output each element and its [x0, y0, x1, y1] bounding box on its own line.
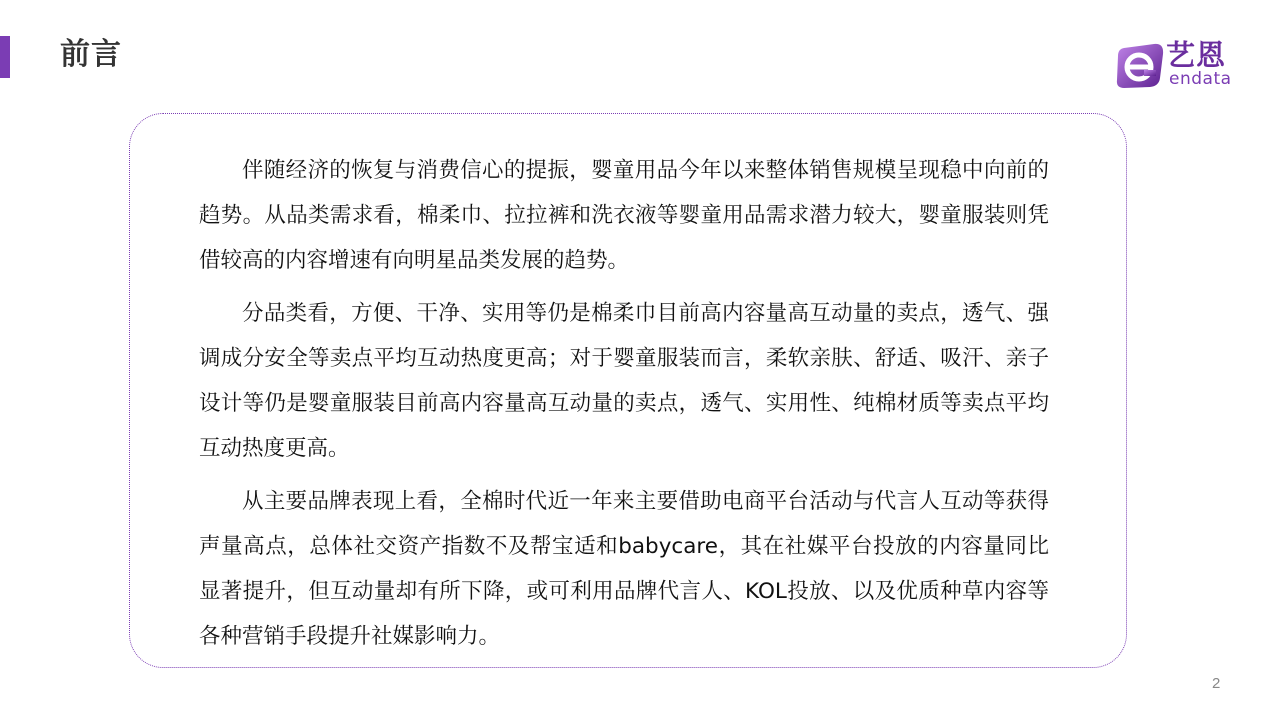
brand-logo	[1114, 38, 1244, 90]
paragraph-categories: 分品类看，方便、干净、实用等仍是棉柔巾目前高内容量高互动量的卖点，透气、强调成分安全等卖点平均互动热度更高；对于婴童服装而言，柔软亲肤、舒适、吸汗、亲子设计等仍是婴童服装目前高内容量高互动量的卖点，透气、实用性、纯棉材质等卖点平均互动热度更高。	[199, 301, 1049, 461]
page-number: 2	[1212, 675, 1221, 692]
logo-english-text: endata	[1169, 69, 1232, 89]
preface-body	[199, 148, 1049, 667]
page-title: 前言	[60, 37, 122, 72]
logo-chinese-text: 艺恩	[1166, 38, 1227, 72]
endata-logo-icon	[1114, 42, 1166, 90]
paragraph-overview: 伴随经济的恢复与消费信心的提振，婴童用品今年以来整体销售规模呈现稳中向前的趋势。从品类需求看，棉柔巾、拉拉裤和洗衣液等婴童用品需求潜力较大，婴童服装则凭借较高的内容增速有向明星品类发展的趋势。	[199, 158, 1049, 273]
paragraph-brands: 从主要品牌表现上看，全棉时代近一年来主要借助电商平台活动与代言人互动等获得声量高点，总体社交资产指数不及帮宝适和babycare，其在社媒平台投放的内容量同比显著提升，但互动量却有所下降，或可利用品牌代言人、KOL投放、以及优质种草内容等各种营销手段提升社媒影响力。	[199, 489, 1049, 649]
title-accent-bar	[0, 36, 10, 78]
